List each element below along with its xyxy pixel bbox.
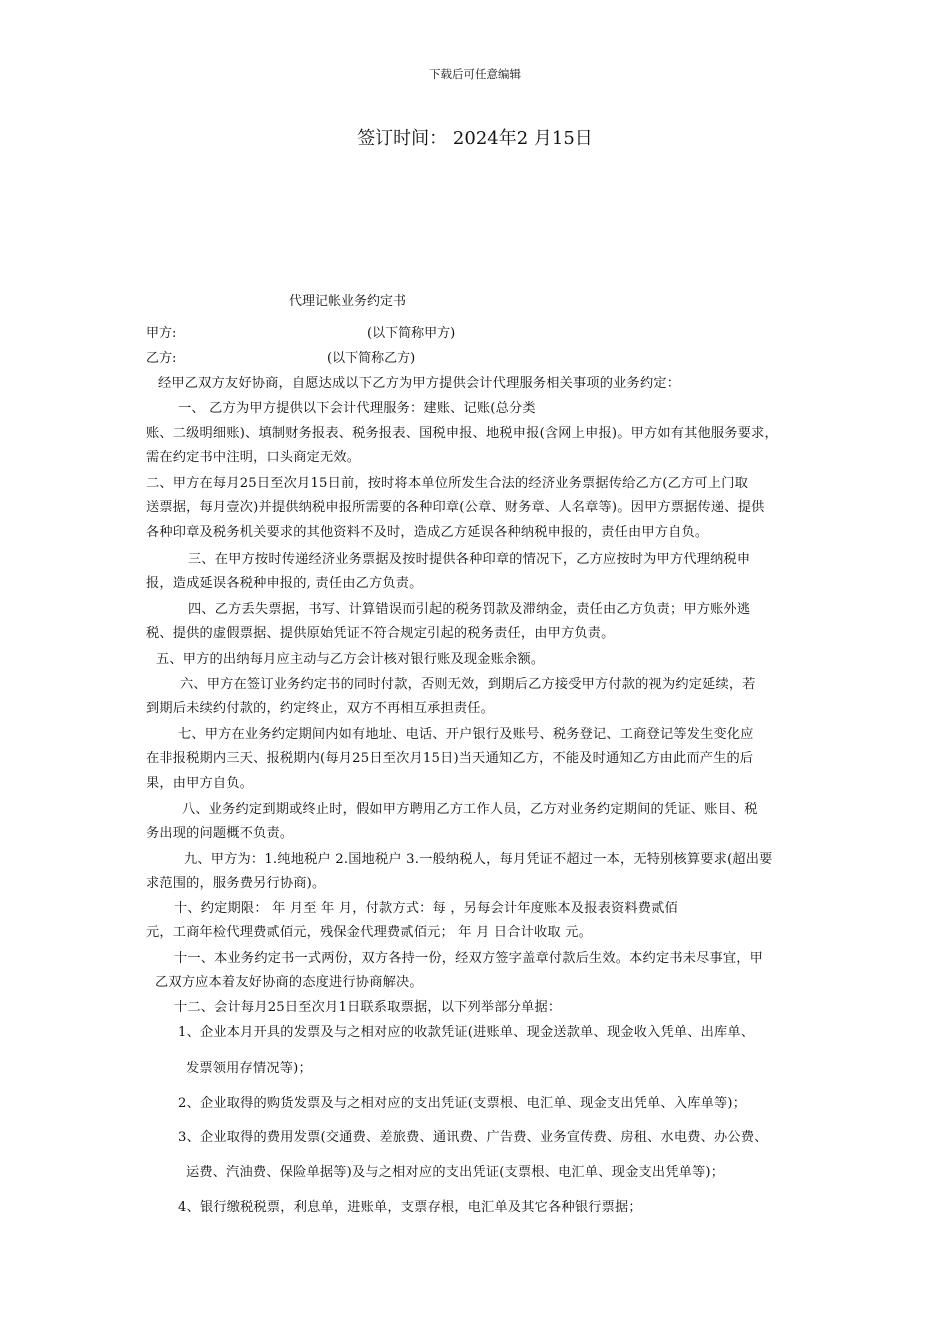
header-note: 下载后可任意编辑 [429,67,521,81]
clause-3-line-1: 三、在甲方按时传递经济业务票据及按时提供各种印章的情况下，乙方应按时为甲方代理纳税申 [188,552,751,567]
clause-9-line-2: 求范围的，服务费另行协商)。 [146,876,326,891]
clause-6-line-2: 到期后未续约付款的，约定终止，双方不再相互承担责任。 [146,701,495,716]
clause-2-line-2: 送票据，每月壹次)并提供纳税申报所需要的各种印章(公章、财务章、人名章等)。因甲方票据传递、提供 [146,500,765,515]
clause-8-line-1: 八、业务约定到期或终止时，假如甲方聘用乙方工作人员，乙方对业务约定期间的凭证、账目、税 [182,802,758,817]
clause-1-line-1: 一、 乙方为甲方提供以下会计代理服务：建账、记账(总分类 [178,401,536,416]
item-3-line-2: 运费、汽油费、保险单据等)及与之相对应的支出凭证(支票根、电汇单、现金支出凭单等)； [186,1165,725,1180]
intro-line: 经甲乙双方友好协商，自愿达成以下乙方为甲方提供会计代理服务相关事项的业务约定： [158,376,681,391]
clause-8-line-2: 务出现的问题概不负责。 [146,826,294,841]
clause-7-line-1: 七、甲方在业务约定期间内如有地址、电话、开户银行及账号、税务登记、工商登记等发生变化应 [178,727,754,742]
clause-1-line-2: 账、二级明细账)、填制财务报表、税务报表、国税申报、地税申报(含网上申报)。甲方如有其他服务要求， [146,426,778,441]
clause-7-line-2: 在非报税期内三天、报税期内(每月25日至次月15日)当天通知乙方，不能及时通知乙方由此而产生的后 [146,751,754,766]
item-3-line-1: 3、企业取得的费用发票(交通费、差旅费、通讯费、广告费、业务宣传费、房租、水电费、办公费、 [178,1130,768,1145]
clause-4-line-2: 税、提供的虚假票据、提供原始凭证不符合规定引起的税务责任，由甲方负责。 [146,626,615,641]
clause-6-line-1: 六、甲方在签订业务约定书的同时付款，否则无效，到期后乙方接受甲方付款的视为约定延续，若 [180,677,756,692]
party-b-label: 乙方: [146,351,177,366]
item-1-line-1: 1、企业本月开具的发票及与之相对应的收款凭证(进账单、现金送款单、现金收入凭单、出库单、 [178,1025,755,1040]
clause-7-line-3: 果，由甲方自负。 [146,776,254,791]
clause-9-line-1: 九、甲方为：1.纯地税户 2.国地税户 3.一般纳税人，每月凭证不超过一本，无特别核算要求(超出要 [184,852,773,867]
document-title: 代理记帐业务约定书 [289,294,407,309]
item-2-line-1: 2、企业取得的购货发票及与之相对应的支出凭证(支票根、电汇单、现金支出凭单、入库单等)； [178,1096,747,1111]
clause-5-line-1: 五、甲方的出纳每月应主动与乙方会计核对银行账及现金账余额。 [156,652,545,667]
party-b-alias: (以下简称乙方) [327,351,416,366]
clause-11-line-1: 十一、本业务约定书一式两份，双方各持一份，经双方签字盖章付款后生效。本约定书未尽事宜，甲 [174,951,764,966]
clause-1-line-3: 需在约定书中注明，口头商定无效。 [146,450,361,465]
clause-4-line-1: 四、乙方丢失票据，书写、计算错误而引起的税务罚款及滞纳金，责任由乙方负责；甲方账外逃 [188,602,751,617]
clause-10-line-2: 元，工商年检代理费贰佰元，残保金代理费贰佰元； 年 月 日合计收取 元。 [146,925,592,940]
item-1-line-2: 发票领用存情况等)； [186,1061,312,1076]
clause-11-line-2: 乙双方应本着友好协商的态度进行协商解决。 [155,975,423,990]
clause-2-line-1: 二、甲方在每月25日至次月15日前，按时将本单位所发生合法的经济业务票据传给乙方(乙方可上门取 [146,476,748,491]
party-a-alias: (以下简称甲方) [367,326,456,341]
item-4-line-1: 4、银行缴税税票，利息单，进账单，支票存根，电汇单及其它各种银行票据； [178,1200,642,1215]
clause-3-line-2: 报，造成延误各税种申报的, 责任由乙方负责。 [146,576,423,591]
clause-2-line-3: 各种印章及税务机关要求的其他资料不及时，造成乙方延误各种纳税申报的，责任由甲方自负。 [146,525,709,540]
sign-date: 签订时间： 2024年2 月15日 [357,128,593,149]
clause-10-line-1: 十、约定期限： 年 月至 年 月，付款方式：每 ，另每会计年度账本及报表资料费贰佰 [174,901,678,916]
party-a-label: 甲方: [146,326,177,341]
clause-12-line-1: 十二、会计每月25日至次月1日联系取票据，以下列举部分单据： [174,1000,562,1015]
